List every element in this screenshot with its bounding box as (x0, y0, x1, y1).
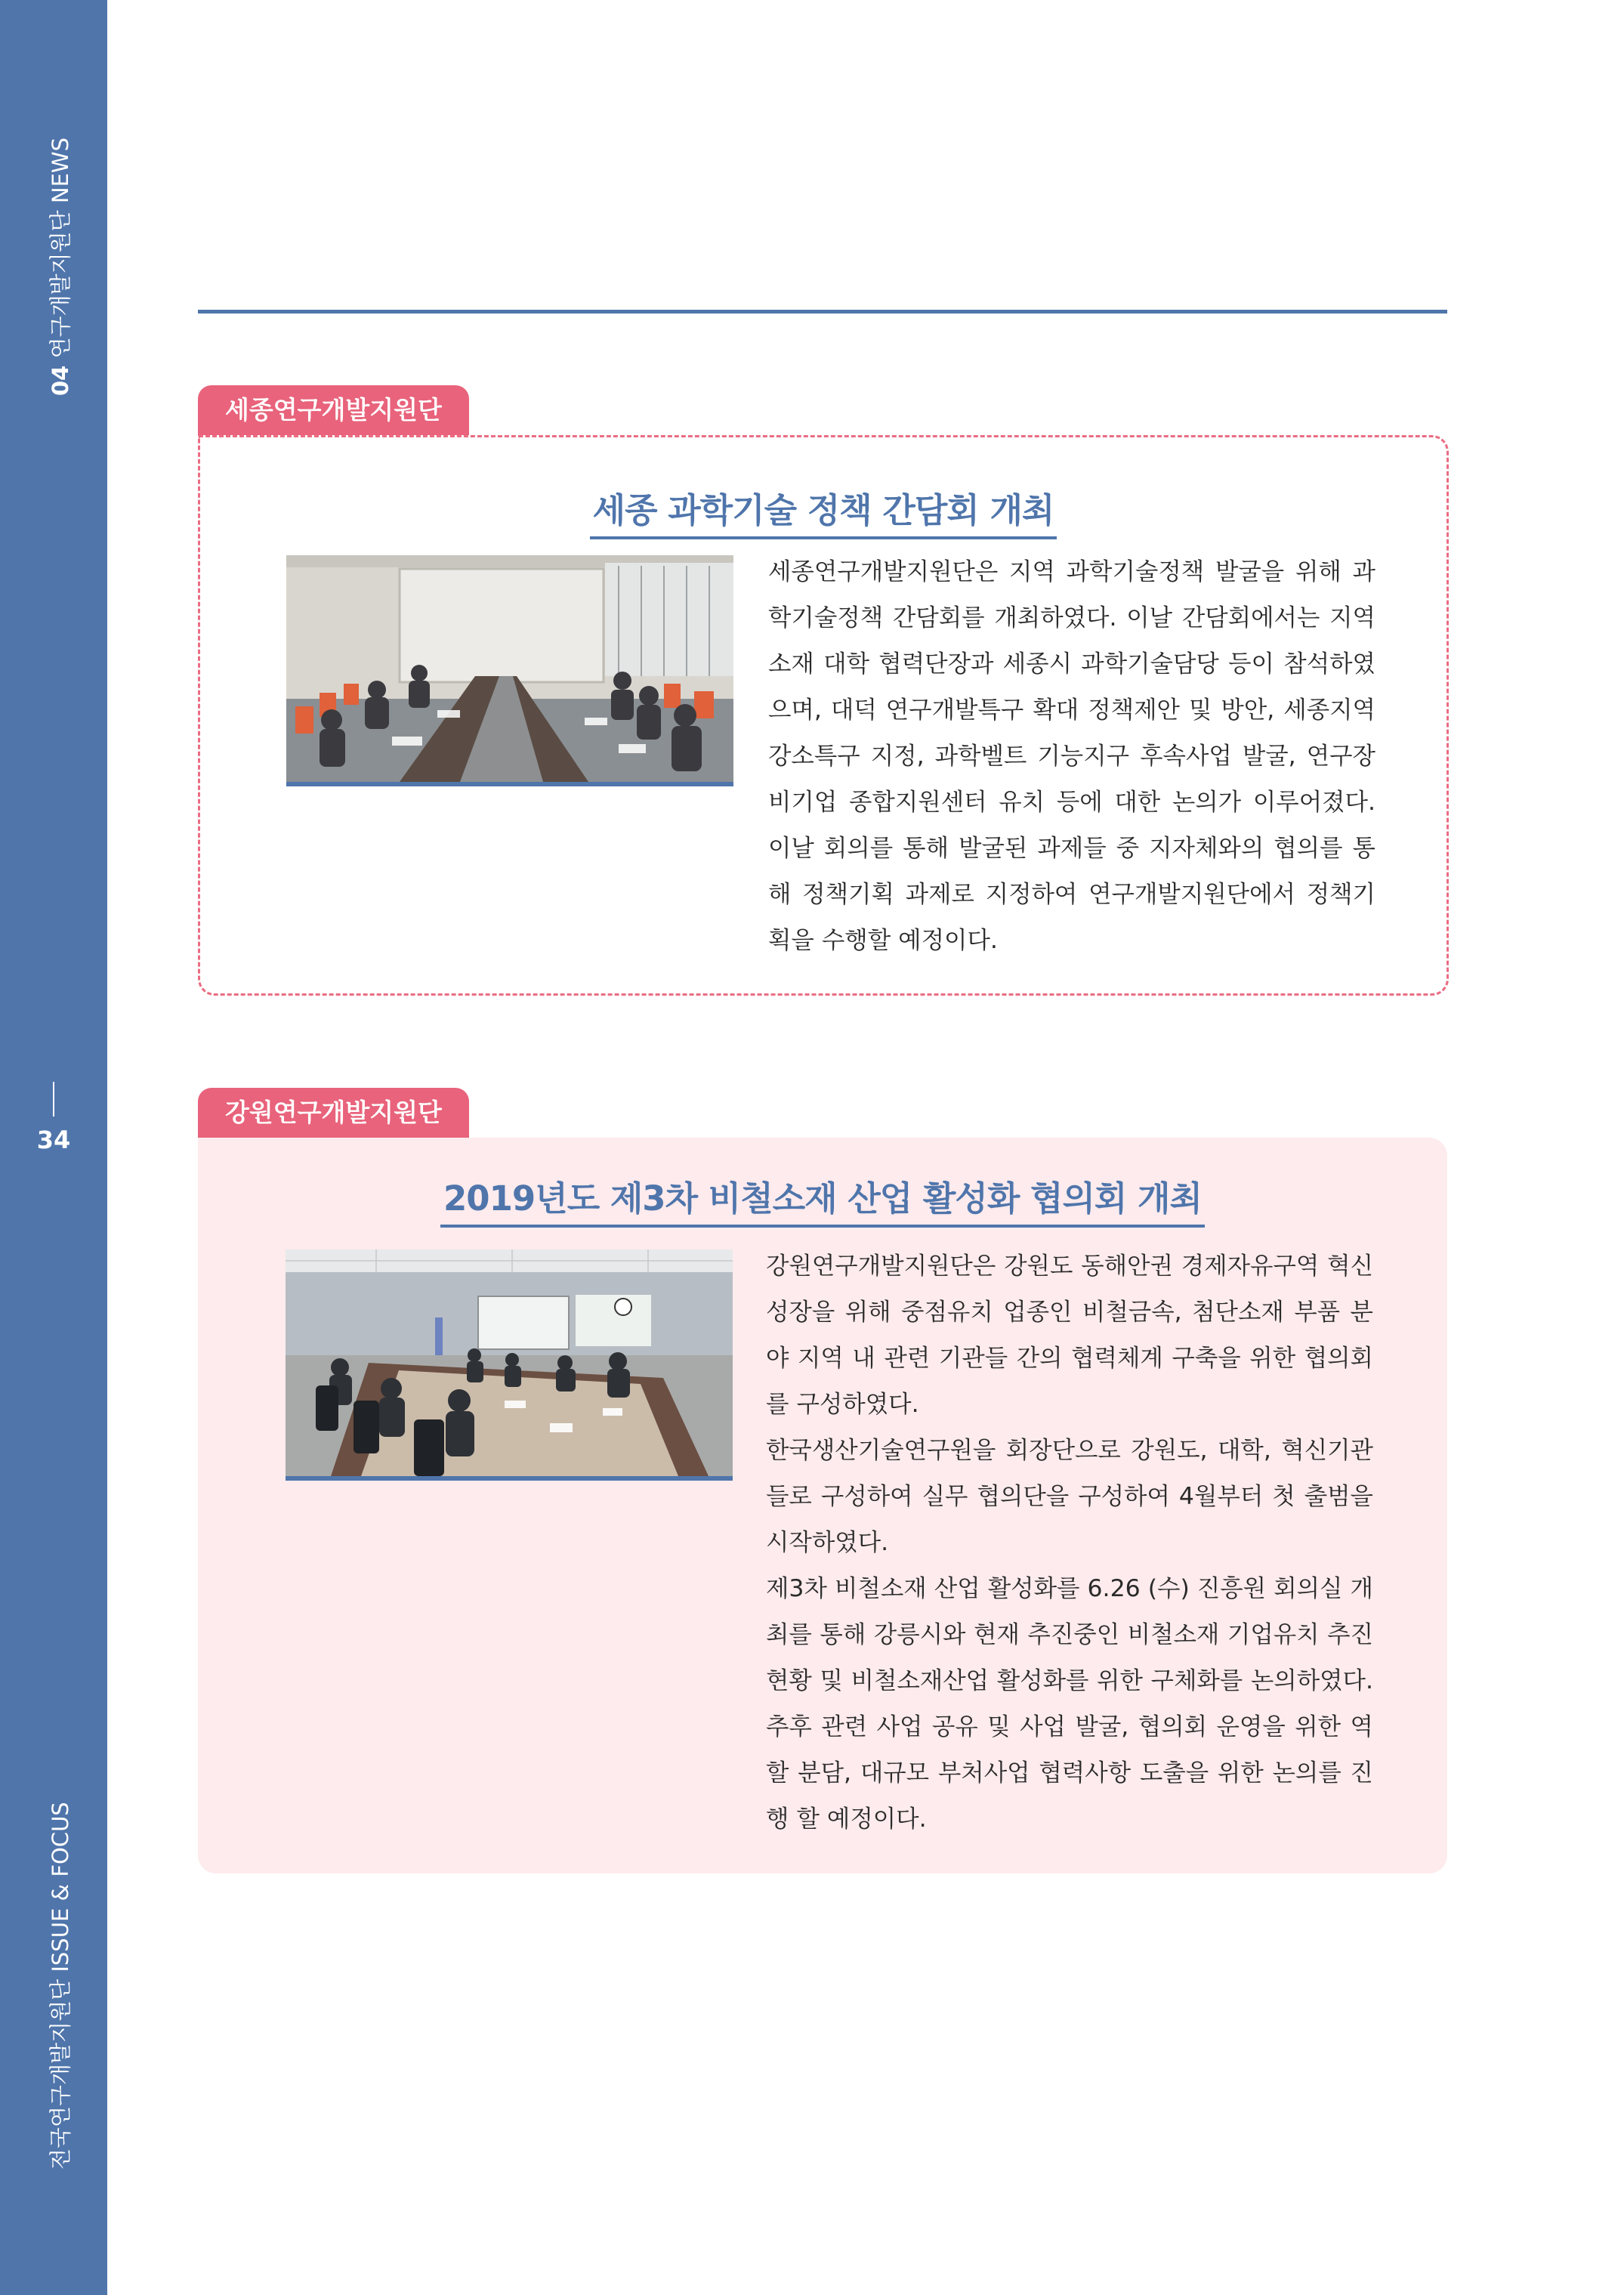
article-title: 세종 과학기술 정책 간담회 개최 (200, 483, 1446, 539)
publication-title: 전국연구개발지원단 ISSUE & FOCUS (48, 1802, 73, 2170)
article-body (766, 1243, 1373, 1842)
page-number: 34 (36, 1126, 71, 1154)
article-body (768, 549, 1375, 964)
top-divider (198, 310, 1447, 314)
article-tab-gangwon: 강원연구개발지원단 (198, 1088, 469, 1138)
paragraph: 강원연구개발지원단은 강원도 동해안권 경제자유구역 혁신성장을 위해 중점유치 업종인 비철금속, 첨단소재 부품 분야 지역 내 관련 기관들 간의 협력체계 구축을 위한 협의회를 구성하였다. (766, 1253, 1373, 1418)
section-label: 04 연구개발지원단 NEWS (48, 137, 73, 396)
meeting-photo-image (286, 555, 733, 782)
article-title: 2019년도 제3차 비철소재 산업 활성화 협의회 개최 (198, 1171, 1447, 1228)
meeting-photo-image (286, 1249, 733, 1476)
meeting-photo (286, 555, 733, 786)
article-tab-sejong: 세종연구개발지원단 (198, 385, 469, 435)
page-number-tick (53, 1082, 54, 1117)
paragraph: 제3차 비철소재 산업 활성화를 6.26 (수) 진흥원 회의실 개최를 통해 강릉시와 현재 추진중인 비철소재 기업유치 추진현황 및 비철소재산업 활성화를 위한 구체화를 논의하였다. 추후 관련 사업 공유 및 사업 발굴, 협의회 운영을 위한 역할 분담, 대규모 부처사업 협력사항 도출을 위한 논의를 진행 할 예정이다. (766, 1575, 1373, 1833)
meeting-photo (286, 1249, 733, 1481)
paragraph: 세종연구개발지원단은 지역 과학기술정책 발굴을 위해 과학기술정책 간담회를 개최하였다. 이날 간담회에서는 지역 소재 대학 협력단장과 세종시 과학기술담당 등이 참석하였으며, 대덕 연구개발특구 확대 정책제안 및 방안, 세종지역 강소특구 지정, 과학벨트 기능지구 후속사업 발굴, 연구장비기업 종합지원센터 유치 등에 대한 논의가 이루어졌다. 이날 회의를 통해 발굴된 과제들 중 지자체와의 협의를 통해 정책기획 과제로 지정하여 연구개발지원단에서 정책기획을 수행할 예정이다. (768, 558, 1375, 954)
article-box-sejong (198, 435, 1449, 996)
article-box-gangwon (198, 1138, 1447, 1873)
sidebar (0, 0, 107, 2295)
paragraph: 한국생산기술연구원을 회장단으로 강원도, 대학, 혁신기관들로 구성하여 실무 협의단을 구성하여 4월부터 첫 출범을 시작하였다. (766, 1437, 1373, 1556)
